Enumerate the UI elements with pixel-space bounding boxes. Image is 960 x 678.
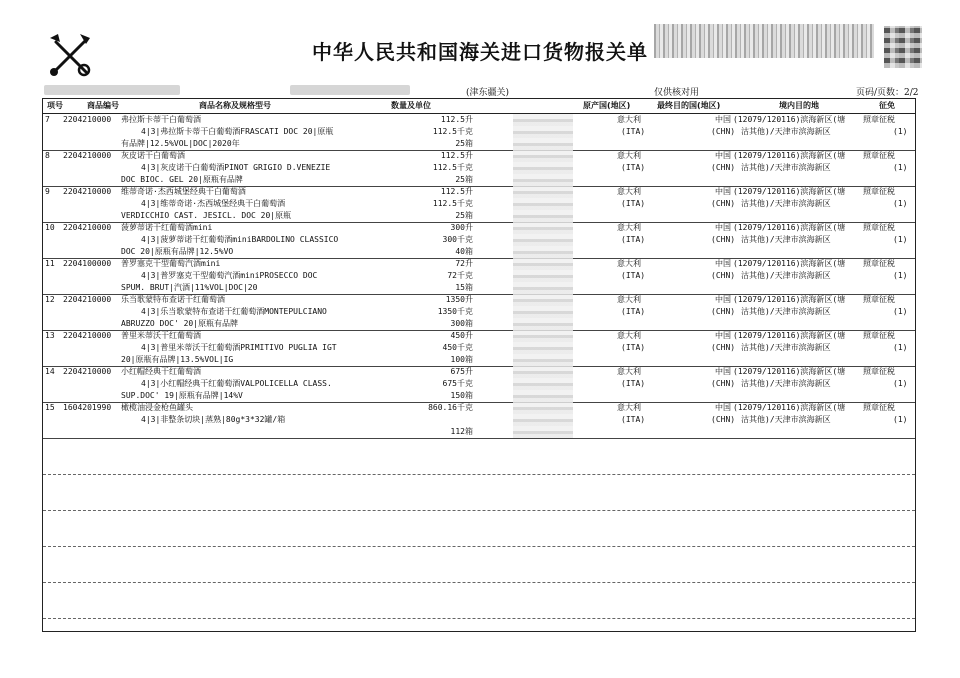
quantity-value: 112.5升 [440, 187, 473, 196]
quantity-value: 675千克 [442, 379, 473, 388]
quantity-value: 72千克 [447, 271, 473, 280]
quantity-value: 100箱 [450, 355, 473, 364]
quantity-value: 25箱 [455, 211, 473, 220]
redacted-field [513, 402, 573, 438]
origin-code: (ITA) [621, 127, 646, 136]
empty-row [43, 510, 915, 547]
table-row [43, 330, 915, 367]
verification-note: 仅供核对用 [654, 88, 700, 98]
item-no: 12 [45, 295, 55, 304]
domestic-destination: (12079/120116)滨海新区(塘 [733, 187, 846, 196]
commodity-spec: 4|3|菠萝蒂诺干红葡萄酒miniBARDOLINO CLASSICO [141, 235, 339, 244]
table-row [43, 258, 915, 295]
destination-country: 中国 [715, 295, 731, 304]
quantity-value: 450升 [450, 331, 473, 340]
redacted-field [513, 114, 573, 150]
quantity-value: 112.5升 [440, 151, 473, 160]
commodity-spec-cont: ABRUZZO DOC' 20|原瓶有品牌 [121, 319, 239, 328]
redacted-field [513, 222, 573, 258]
domestic-destination-cont: 沽其他)/天津市滨海新区 [741, 235, 831, 244]
levy-method: 照章征税 [863, 331, 895, 340]
redacted-field [513, 150, 573, 186]
quantity-value: 15箱 [455, 283, 473, 292]
levy-code: (1) [893, 415, 908, 424]
redacted-field [290, 85, 410, 96]
redacted-field [513, 258, 573, 294]
destination-code: (CHN) [711, 343, 736, 352]
levy-method: 照章征税 [863, 151, 895, 160]
col-destination: 最终目的国(地区) [657, 101, 721, 110]
commodity-name: 灰皮诺干白葡萄酒 [121, 151, 185, 160]
col-domestic-destination: 境内目的地 [779, 101, 819, 110]
commodity-name: 橄榄油浸金枪鱼罐头 [121, 403, 193, 412]
quantity-value: 112.5千克 [432, 199, 473, 208]
redacted-field [513, 366, 573, 402]
levy-method: 照章征税 [863, 187, 895, 196]
domestic-destination: (12079/120116)滨海新区(塘 [733, 367, 846, 376]
origin-code: (ITA) [621, 199, 646, 208]
commodity-spec: 4|3|小红帽经典干红葡萄酒VALPOLICELLA CLASS. [141, 379, 332, 388]
levy-code: (1) [893, 199, 908, 208]
levy-method: 照章征税 [863, 367, 895, 376]
origin-code: (ITA) [621, 343, 646, 352]
barcode-icon [654, 24, 874, 58]
commodity-spec: 4|3|维蒂奇诺·杰西城堡经典干白葡萄酒 [141, 199, 286, 208]
destination-code: (CHN) [711, 163, 736, 172]
destination-country: 中国 [715, 259, 731, 268]
commodity-name: 普罗塞克干型葡萄汽酒mini [121, 259, 221, 268]
domestic-destination-cont: 沽其他)/天津市滨海新区 [741, 307, 831, 316]
col-quantity: 数量及单位 [391, 101, 431, 110]
domestic-destination-cont: 沽其他)/天津市滨海新区 [741, 343, 831, 352]
destination-code: (CHN) [711, 415, 736, 424]
qr-code-icon [884, 26, 922, 68]
item-no: 9 [45, 187, 50, 196]
destination-country: 中国 [715, 223, 731, 232]
item-no: 14 [45, 367, 55, 376]
origin-country: 意大利 [617, 115, 641, 124]
quantity-value: 112.5千克 [432, 163, 473, 172]
domestic-destination-cont: 沽其他)/天津市滨海新区 [741, 199, 831, 208]
commodity-spec-cont: 20|原瓶有品牌|13.5%VOL|IG [121, 355, 234, 364]
origin-code: (ITA) [621, 379, 646, 388]
col-item-no: 项号 [47, 101, 63, 110]
redacted-field [513, 186, 573, 222]
destination-code: (CHN) [711, 379, 736, 388]
commodity-code: 2204210000 [63, 367, 112, 376]
domestic-destination: (12079/120116)滨海新区(塘 [733, 403, 846, 412]
domestic-destination-cont: 沽其他)/天津市滨海新区 [741, 127, 831, 136]
quantity-value: 300升 [450, 223, 473, 232]
destination-code: (CHN) [711, 127, 736, 136]
quantity-value: 112箱 [450, 427, 473, 436]
commodity-name: 小红帽经典干红葡萄酒 [121, 367, 201, 376]
commodity-spec: 4|3|普罗塞克干型葡萄汽酒miniPROSECCO DOC [141, 271, 318, 280]
levy-code: (1) [893, 271, 908, 280]
item-no: 8 [45, 151, 50, 160]
quantity-value: 25箱 [455, 139, 473, 148]
domestic-destination: (12079/120116)滨海新区(塘 [733, 223, 846, 232]
quantity-value: 300箱 [450, 319, 473, 328]
destination-code: (CHN) [711, 307, 736, 316]
quantity-value: 450千克 [442, 343, 473, 352]
domestic-destination: (12079/120116)滨海新区(塘 [733, 331, 846, 340]
col-levy: 征免 [879, 101, 895, 110]
quantity-value: 675升 [450, 367, 473, 376]
commodity-name: 弗拉斯卡蒂干白葡萄酒 [121, 115, 201, 124]
page-number: 页码/页数：2/2 [856, 88, 919, 98]
origin-country: 意大利 [617, 367, 641, 376]
commodity-code: 2204210000 [63, 331, 112, 340]
domestic-destination-cont: 沽其他)/天津市滨海新区 [741, 415, 831, 424]
origin-country: 意大利 [617, 151, 641, 160]
origin-code: (ITA) [621, 307, 646, 316]
empty-row [43, 546, 915, 583]
origin-code: (ITA) [621, 235, 646, 244]
col-commodity-code: 商品编号 [87, 101, 119, 110]
origin-country: 意大利 [617, 259, 641, 268]
empty-row [43, 438, 915, 475]
item-no: 7 [45, 115, 50, 124]
domestic-destination: (12079/120116)滨海新区(塘 [733, 151, 846, 160]
commodity-spec: 4|3|普里米蒂沃干红葡萄酒PRIMITIVO PUGLIA IGT [141, 343, 337, 352]
item-no: 11 [45, 259, 55, 268]
origin-code: (ITA) [621, 415, 646, 424]
item-no: 15 [45, 403, 55, 412]
domestic-destination-cont: 沽其他)/天津市滨海新区 [741, 271, 831, 280]
destination-code: (CHN) [711, 271, 736, 280]
levy-code: (1) [893, 127, 908, 136]
destination-country: 中国 [715, 331, 731, 340]
quantity-value: 1350升 [445, 295, 473, 304]
quantity-value: 860.16千克 [428, 403, 473, 412]
item-no: 13 [45, 331, 55, 340]
commodity-code: 2204210000 [63, 151, 112, 160]
col-origin: 原产国(地区) [583, 101, 631, 110]
table-row [43, 366, 915, 403]
commodity-code: 2204210000 [63, 115, 112, 124]
origin-code: (ITA) [621, 271, 646, 280]
commodity-spec-cont: 有品牌|12.5%VOL|DOC|2020年 [121, 139, 240, 148]
redacted-field [513, 330, 573, 366]
origin-country: 意大利 [617, 223, 641, 232]
commodity-code: 2204210000 [63, 187, 112, 196]
commodity-spec-cont: DOC 20|原瓶有品牌|12.5%VO [121, 247, 234, 256]
quantity-value: 40箱 [455, 247, 473, 256]
quantity-value: 72升 [455, 259, 473, 268]
table-row [43, 294, 915, 331]
commodity-name: 维蒂奇诺·杰西城堡经典干白葡萄酒 [121, 187, 246, 196]
destination-country: 中国 [715, 115, 731, 124]
origin-country: 意大利 [617, 187, 641, 196]
document-title: 中华人民共和国海关进口货物报关单 [312, 40, 648, 64]
declaration-table [42, 98, 916, 632]
destination-country: 中国 [715, 403, 731, 412]
levy-method: 照章征税 [863, 295, 895, 304]
domestic-destination: (12079/120116)滨海新区(塘 [733, 259, 846, 268]
commodity-spec: 4|3|弗拉斯卡蒂干白葡萄酒FRASCATI DOC 20|原瓶 [141, 127, 334, 136]
destination-code: (CHN) [711, 235, 736, 244]
commodity-name: 普里米蒂沃干红葡萄酒 [121, 331, 201, 340]
commodity-code: 2204210000 [63, 223, 112, 232]
levy-code: (1) [893, 163, 908, 172]
origin-country: 意大利 [617, 295, 641, 304]
levy-code: (1) [893, 343, 908, 352]
origin-code: (ITA) [621, 163, 646, 172]
commodity-spec: 4|3|非整条切块|蒸熟|80g*3*32罐/箱 [141, 415, 286, 424]
destination-country: 中国 [715, 367, 731, 376]
commodity-code: 2204100000 [63, 259, 112, 268]
origin-country: 意大利 [617, 403, 641, 412]
levy-code: (1) [893, 235, 908, 244]
origin-country: 意大利 [617, 331, 641, 340]
commodity-spec: 4|3|灰皮诺干白葡萄酒PINOT GRIGIO D.VENEZIE [141, 163, 331, 172]
commodity-spec: 4|3|乐当歌蒙特布查诺干红葡萄酒MONTEPULCIANO [141, 307, 327, 316]
quantity-value: 112.5千克 [432, 127, 473, 136]
destination-code: (CHN) [711, 199, 736, 208]
levy-method: 照章征税 [863, 403, 895, 412]
domestic-destination: (12079/120116)滨海新区(塘 [733, 115, 846, 124]
destination-country: 中国 [715, 151, 731, 160]
commodity-spec-cont: VERDICCHIO CAST. JESICL. DOC 20|原瓶 [121, 211, 292, 220]
table-row [43, 186, 915, 223]
domestic-destination: (12079/120116)滨海新区(塘 [733, 295, 846, 304]
levy-method: 照章征税 [863, 115, 895, 124]
table-row [43, 150, 915, 187]
table-row [43, 222, 915, 259]
redacted-field [513, 294, 573, 330]
quantity-value: 300千克 [442, 235, 473, 244]
commodity-code: 1604201990 [63, 403, 112, 412]
quantity-value: 150箱 [450, 391, 473, 400]
destination-country: 中国 [715, 187, 731, 196]
levy-method: 照章征税 [863, 259, 895, 268]
table-header [43, 99, 915, 114]
levy-code: (1) [893, 307, 908, 316]
domestic-destination-cont: 沽其他)/天津市滨海新区 [741, 379, 831, 388]
quantity-value: 112.5升 [440, 115, 473, 124]
domestic-destination-cont: 沽其他)/天津市滨海新区 [741, 163, 831, 172]
commodity-spec-cont: SUP.DOC' 19|原瓶有品牌|14%V [121, 391, 243, 400]
levy-method: 照章征税 [863, 223, 895, 232]
commodity-spec-cont: DOC BIOC. GEL 20|原瓶有品牌 [121, 175, 243, 184]
col-commodity-name: 商品名称及规格型号 [199, 101, 271, 110]
quantity-value: 25箱 [455, 175, 473, 184]
quantity-value: 1350千克 [437, 307, 473, 316]
redacted-field [110, 85, 180, 96]
commodity-spec-cont: SPUM. BRUT|汽酒|11%VOL|DOC|20 [121, 283, 258, 292]
customs-port: (津东疆关) [466, 88, 510, 98]
table-row [43, 114, 915, 151]
commodity-code: 2204210000 [63, 295, 112, 304]
levy-code: (1) [893, 379, 908, 388]
commodity-name: 菠萝蒂诺干红葡萄酒mini [121, 223, 213, 232]
table-row [43, 402, 915, 439]
empty-row [43, 474, 915, 511]
commodity-name: 乐当歌蒙特布查诺干红葡萄酒 [121, 295, 225, 304]
item-no: 10 [45, 223, 55, 232]
empty-row [43, 582, 915, 619]
